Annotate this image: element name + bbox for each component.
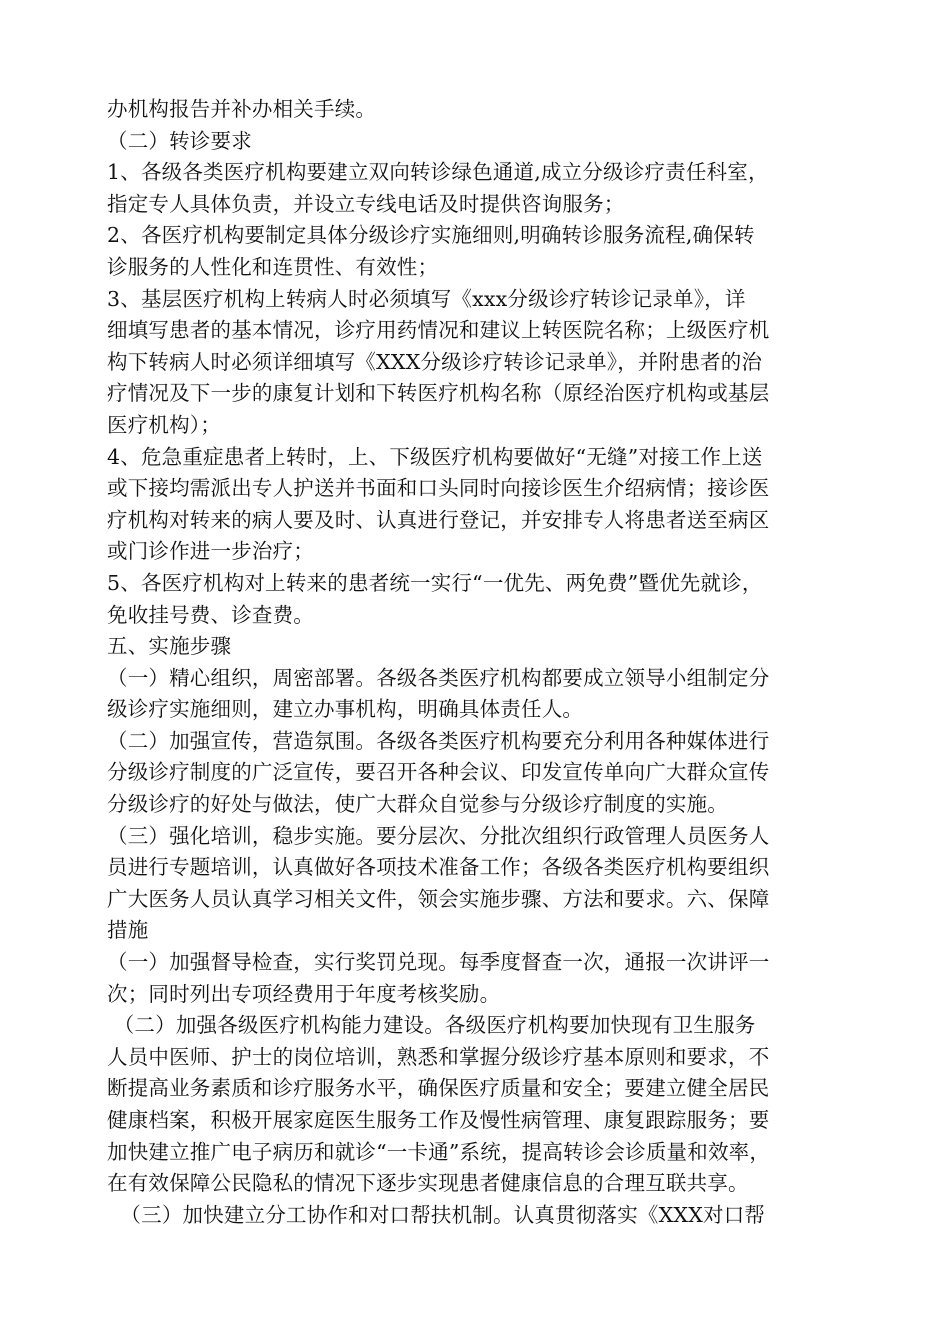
text-line: 诊服务的人性化和连贯性、有效性； (107, 254, 439, 279)
text-line: 在有效保障公民隐私的情况下逐步实现患者健康信息的合理互联共享。 (107, 1171, 749, 1196)
text-line: 健康档案，积极开展家庭医生服务工作及慢性病管理、康复跟踪服务；要 (107, 1108, 770, 1132)
text-line: 办机构报告并补办相关手续。 (107, 97, 377, 121)
text-line: 医疗机构）； (107, 412, 221, 437)
text-line: 员进行专题培训，认真做好各项技术准备工作；各级各类医疗机构要组织 (107, 855, 770, 880)
text-line: 构下转病人时必须详细填写《XXX分级诊疗转诊记录单》，并附患者的治 (107, 349, 763, 374)
section-heading: （二）转诊要求 (107, 128, 252, 153)
text-line: 措施 (107, 918, 149, 943)
text-line: 细填写患者的基本情况，诊疗用药情况和建议上转医院名称；上级医疗机 (107, 318, 770, 343)
text-line: 分级诊疗的好处与做法，使广大群众自觉参与分级诊疗制度的实施。 (107, 792, 728, 817)
text-line: （二）加强各级医疗机构能力建设。各级医疗机构要加快现有卫生服务 (107, 1013, 756, 1038)
text-line: 2、各医疗机构要制定具体分级诊疗实施细则,明确转诊服务流程,确保转 (107, 223, 755, 248)
text-line: 人员中医师、护士的岗位培训，熟悉和掌握分级诊疗基本原则和要求，不 (107, 1044, 770, 1069)
document-body (107, 94, 867, 1231)
text-line: 加快建立推广电子病历和就诊“一卡通”系统，提高转诊会诊质量和效率， (107, 1139, 771, 1164)
text-line: 级诊疗实施细则，建立办事机构，明确具体责任人。 (107, 697, 584, 722)
text-line: 或门诊作进一步治疗； (107, 539, 314, 564)
text-line: 免收挂号费、诊查费。 (107, 602, 314, 627)
section-heading: 五、实施步骤 (107, 634, 232, 659)
text-line: 或下接均需派出专人护送并书面和口头同时向接诊医生介绍病情；接诊医 (107, 476, 770, 501)
text-line: 4、危急重症患者上转时，上、下级医疗机构要做好“无缝”对接工作上送 (107, 444, 763, 469)
text-line: 5、各医疗机构对上转来的患者统一实行“一优先、两免费”暨优先就诊， (107, 570, 763, 595)
text-line: 分级诊疗制度的广泛宣传，要召开各种会议、印发宣传单向广大群众宣传 (107, 760, 770, 785)
text-line: 指定专人具体负责，并设立专线电话及时提供咨询服务； (107, 191, 625, 216)
text-line: 次；同时列出专项经费用于年度考核奖励。 (107, 981, 501, 1006)
text-line: 1、各级各类医疗机构要建立双向转诊绿色通道,成立分级诊疗责任科室， (107, 160, 769, 185)
text-line: （一）加强督导检查，实行奖罚兑现。每季度督查一次，通报一次讲评一 (107, 950, 770, 975)
text-line: 3、基层医疗机构上转病人时必须填写《xxx分级诊疗转诊记录单》，详 (107, 286, 746, 311)
text-line: 断提高业务素质和诊疗服务水平，确保医疗质量和安全；要建立健全居民 (107, 1076, 770, 1101)
text-line: 疗机构对转来的病人要及时、认真进行登记，并安排专人将患者送至病区 (107, 507, 770, 532)
text-line: 广大医务人员认真学习相关文件，领会实施步骤、方法和要求。六、保障 (107, 886, 770, 911)
text-line: （二）加强宣传，营造氛围。各级各类医疗机构要充分利用各种媒体进行 (107, 728, 770, 753)
text-line: （三）加快建立分工协作和对口帮扶机制。认真贯彻落实《XXX对口帮 (107, 1202, 766, 1227)
text-line: 疗情况及下一步的康复计划和下转医疗机构名称（原经治医疗机构或基层 (107, 381, 770, 406)
text-line: （一）精心组织，周密部署。各级各类医疗机构都要成立领导小组制定分 (107, 665, 770, 690)
text-line: （三）强化培训，稳步实施。要分层次、分批次组织行政管理人员医务人 (107, 823, 770, 848)
